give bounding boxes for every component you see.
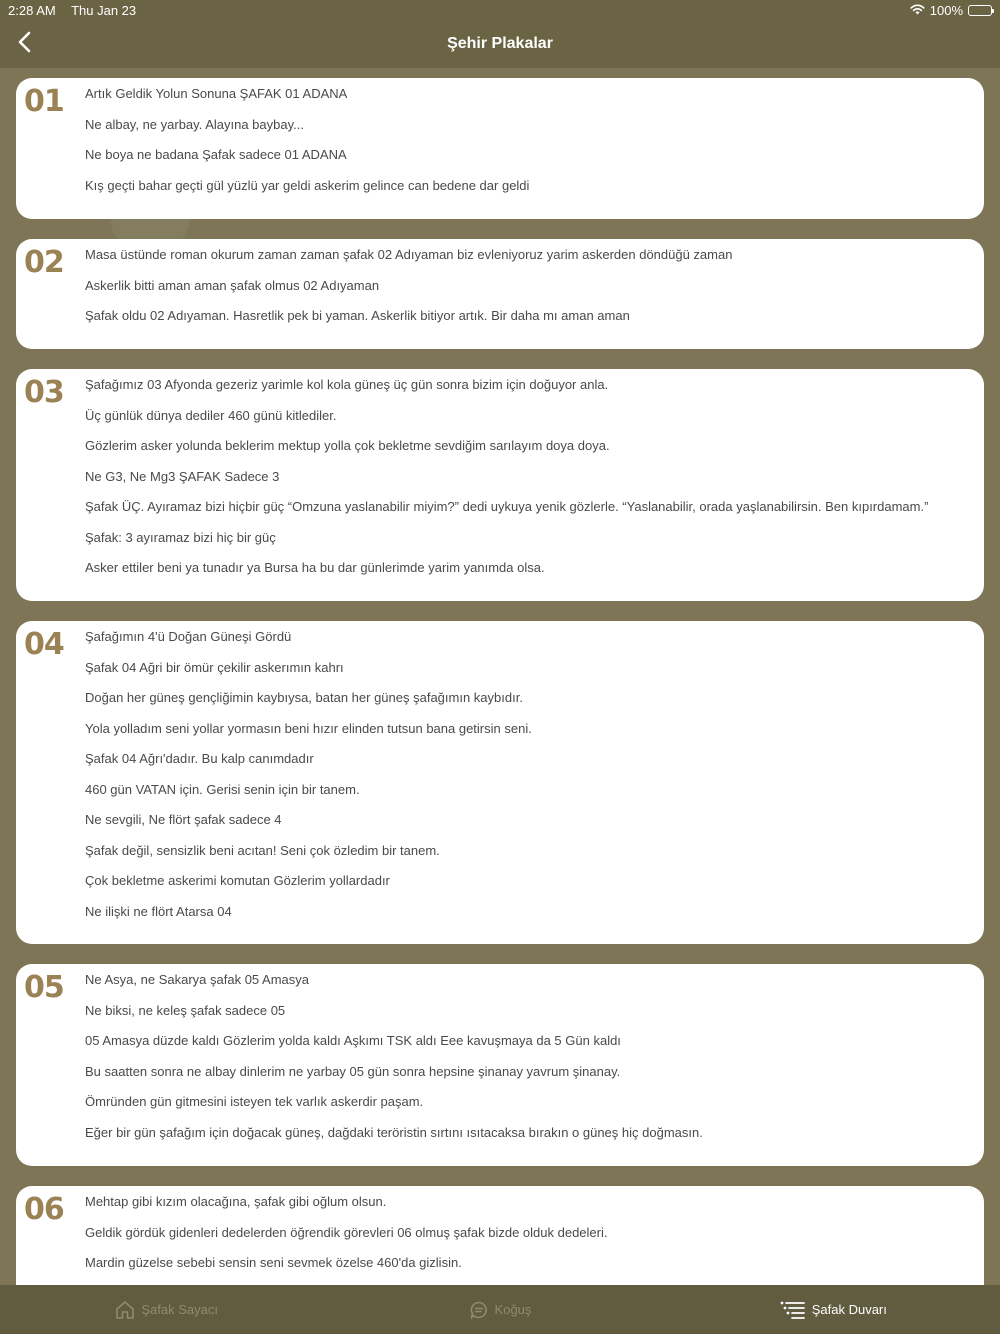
- navigation-bar: [0, 20, 1000, 68]
- plate-card-04: [16, 621, 984, 944]
- message-line: Yola yolladım seni yollar yormasın beni hızır elinden tutsun bana getirsin seni.: [85, 720, 532, 736]
- plate-number: 04: [24, 627, 64, 662]
- tab-bar: [0, 1285, 1000, 1334]
- status-right: [910, 3, 992, 18]
- plate-card-05: [16, 964, 984, 1166]
- message-list: [85, 629, 974, 934]
- message-line: Şafak ÜÇ. Ayıramaz bizi hiçbir güç “Omzuna yaslanabilir miyim?” dedi uykuya yenik gözlerle. “Yaslanabilir, orada yaşlanabilirsin. Ben kıpırdamam.”: [85, 499, 929, 514]
- plate-card-06: [16, 1186, 984, 1285]
- message-line: Ne biksi, ne keleş şafak sadece 05: [85, 1002, 286, 1018]
- message-line: Şafak değil, sensizlik beni acıtan! Seni çok özledim bir tanem.: [85, 842, 440, 858]
- status-date: Thu Jan 23: [71, 2, 137, 18]
- city-plates-list[interactable]: [0, 68, 1000, 1285]
- battery-icon: [968, 5, 992, 16]
- message-line: Ne sevgili, Ne flört şafak sadece 4: [85, 812, 282, 827]
- plate-card-03: [16, 369, 984, 601]
- message-line: Doğan her güneş gençliğimin kaybıysa, batan her güneş şafağımın kaybıdır.: [85, 690, 523, 705]
- message-list: [85, 972, 974, 1155]
- plate-card-01: [16, 78, 984, 219]
- message-line: Artık Geldik Yolun Sonuna ŞAFAK 01 ADANA: [85, 86, 348, 101]
- message-list: [85, 247, 974, 339]
- message-line: Şafak 04 Ağrı'dadır. Bu kalp canımdadır: [85, 751, 314, 766]
- message-line: 460 gün VATAN için. Gerisi senin için bir tanem.: [85, 781, 360, 797]
- message-line: Şafak: 3 ayıramaz bizi hiç bir güç: [85, 529, 276, 545]
- message-line: Geldik gördük gidenleri dedelerden öğrendik görevleri 06 olmuş şafak bizde olduk dedeleri.: [85, 1224, 608, 1240]
- battery-percent: 100%: [929, 2, 963, 18]
- message-line: Ne boya ne badana Şafak sadece 01 ADANA: [85, 147, 347, 162]
- plate-number: 03: [24, 375, 64, 410]
- chevron-left-icon: [17, 31, 31, 58]
- message-line: Şafak oldu 02 Adıyaman. Hasretlik pek bi yaman. Askerlik bitiyor artık. Bir daha mı aman aman: [85, 308, 630, 323]
- message-list: [85, 86, 974, 208]
- tab-safak-sayaci[interactable]: [0, 1285, 333, 1334]
- status-time: 2:28 AM: [8, 2, 56, 18]
- message-line: Ne Asya, ne Sakarya şafak 05 Amasya: [85, 972, 310, 987]
- message-line: 05 Amasya düzde kaldı Gözlerim yolda kaldı Aşkımı TSK aldı Eee kavuşmaya da 5 Gün kaldı: [85, 1033, 621, 1048]
- message-line: Ne ilişki ne flört Atarsa 04: [85, 903, 232, 919]
- plate-number: 02: [24, 245, 64, 280]
- chat-bubble-icon: [469, 1300, 489, 1320]
- message-line: Bu saatten sonra ne albay dinlerim ne yarbay 05 gün sonra hepsine şinanay yavrum şinanay.: [85, 1063, 621, 1079]
- back-button[interactable]: [8, 28, 40, 60]
- message-line: Asker ettiler beni ya tunadır ya Bursa ha bu dar günlerimde yarim yanımda olsa.: [85, 560, 545, 575]
- message-list: [85, 377, 974, 591]
- status-left: [8, 3, 148, 18]
- message-line: Askerlik bitti aman aman şafak olmus 02 Adıyaman: [85, 277, 380, 293]
- message-line: Kış geçti bahar geçti gül yüzlü yar geldi askerim gelince can bedene dar geldi: [85, 177, 530, 193]
- tab-label: Koğuş: [494, 1302, 532, 1317]
- message-line: Mehtap gibi kızım olacağına, şafak gibi oğlum olsun.: [85, 1194, 387, 1209]
- message-list: [85, 1194, 974, 1285]
- message-line: Ne albay, ne yarbay. Alayına baybay...: [85, 116, 304, 132]
- plate-card-02: [16, 239, 984, 349]
- wifi-icon: [910, 3, 925, 18]
- message-line: Çok bekletme askerimi komutan Gözlerim yollardadır: [85, 873, 390, 888]
- page-title: Şehir Plakalar: [447, 35, 553, 52]
- message-line: Ne G3, Ne Mg3 ŞAFAK Sadece 3: [85, 468, 280, 484]
- tab-kogus[interactable]: [333, 1285, 666, 1334]
- message-line: Şafağımın 4'ü Doğan Güneşi Gördü: [85, 629, 292, 644]
- message-line: Şafak 04 Ağri bir ömür çekilir askerımın kahrı: [85, 659, 344, 675]
- plate-number: 05: [24, 970, 64, 1005]
- plate-number: 01: [24, 84, 64, 119]
- message-line: Masa üstünde roman okurum zaman zaman şafak 02 Adıyaman biz evleniyoruz yarim askerden döndüğü zaman: [85, 247, 733, 262]
- plate-number: 06: [24, 1192, 64, 1227]
- message-line: Şafağımız 03 Afyonda gezeriz yarimle kol kola güneş üç gün sonra bizim için doğuyor anla.: [85, 377, 609, 392]
- home-icon: [115, 1300, 135, 1320]
- message-line: Mardin güzelse sebebi sensin seni sevmek özelse 460'da gizlisin.: [85, 1255, 462, 1270]
- tab-label: Şafak Sayacı: [141, 1302, 218, 1317]
- tab-safak-duvari[interactable]: [667, 1285, 1000, 1334]
- message-line: Gözlerim asker yolunda beklerim mektup yolla çok bekletme sevdiğim sarılayım doya doya.: [85, 438, 610, 453]
- message-line: Üç günlük dünya dediler 460 günü kitlediler.: [85, 407, 337, 423]
- tab-label: Şafak Duvarı: [811, 1302, 887, 1317]
- list-icon: [780, 1300, 806, 1320]
- message-line: Eğer bir gün şafağım için doğacak güneş, dağdaki teröristin sırtını ısıtacaksa bırakın o güneş hiç doğmasın.: [85, 1124, 703, 1140]
- status-bar: [0, 0, 1000, 20]
- message-line: Ömründen gün gitmesini isteyen tek varlık askerdir paşam.: [85, 1094, 424, 1109]
